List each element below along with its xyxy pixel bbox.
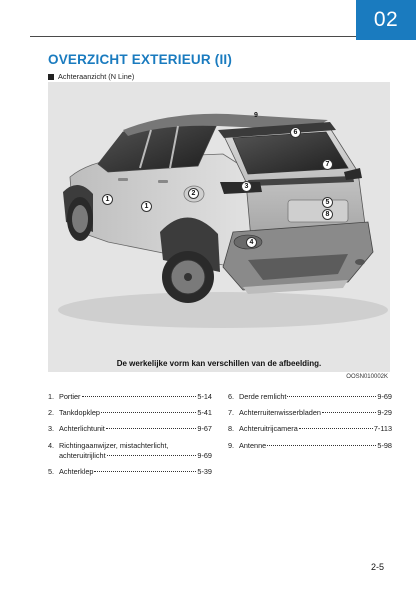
list-item bbox=[228, 424, 392, 434]
dot-leader bbox=[106, 428, 197, 429]
parts-list-right bbox=[228, 392, 392, 457]
item-number: 7. bbox=[228, 408, 235, 418]
item-label: Richtingaanwijzer, mistachterlicht, bbox=[59, 440, 169, 450]
figure-caption: De werkelijke vorm kan verschillen van de afbeelding. bbox=[116, 359, 322, 368]
item-page: 5-39 bbox=[197, 466, 212, 476]
header-rule bbox=[30, 36, 356, 37]
item-page: 9-69 bbox=[377, 392, 392, 401]
item-label-continued: achteruitrijlicht bbox=[59, 450, 106, 460]
callout-1-door-front: 1 bbox=[102, 194, 113, 205]
dot-leader bbox=[94, 471, 196, 472]
callout-9-antenna: 9 bbox=[254, 112, 258, 119]
dot-leader bbox=[101, 412, 196, 413]
item-label: Portier bbox=[59, 392, 81, 401]
list-item bbox=[48, 424, 212, 434]
list-item bbox=[48, 441, 212, 461]
item-label: Achterklep bbox=[59, 466, 94, 476]
page-number: 2-5 bbox=[371, 562, 385, 572]
figure-code: OOSN010002K bbox=[346, 374, 388, 380]
callout-4-rear-lamp: 4 bbox=[246, 237, 257, 248]
dot-leader bbox=[322, 412, 376, 413]
item-page: 5-41 bbox=[197, 408, 212, 418]
item-number: 6. bbox=[228, 392, 235, 401]
item-number: 2. bbox=[48, 408, 55, 418]
section-title: OVERZICHT EXTERIEUR (II) bbox=[48, 52, 233, 67]
list-item bbox=[48, 467, 212, 477]
list-item bbox=[48, 408, 212, 418]
item-page: 7-113 bbox=[373, 424, 392, 434]
parts-list-left bbox=[48, 392, 212, 483]
callout-5-tailgate: 5 bbox=[322, 197, 333, 208]
callout-8-camera: 8 bbox=[322, 209, 333, 220]
item-label: Achterruitenwisserbladen bbox=[239, 408, 321, 418]
item-page: 5-98 bbox=[377, 440, 392, 450]
item-number: 1. bbox=[48, 392, 55, 401]
dot-leader bbox=[299, 428, 373, 429]
item-page: 9-67 bbox=[197, 424, 212, 434]
list-item bbox=[228, 441, 392, 451]
item-number: 9. bbox=[228, 440, 235, 450]
item-label: Achteruitrijcamera bbox=[239, 424, 298, 434]
car-rear-view-figure bbox=[48, 82, 390, 382]
callout-6-brake-light: 6 bbox=[290, 127, 301, 138]
callout-3-tail-light: 3 bbox=[241, 181, 252, 192]
chapter-tab: 02 bbox=[356, 0, 416, 40]
item-page: 5-14 bbox=[197, 392, 212, 401]
item-number: 4. bbox=[48, 440, 55, 450]
callout-1-door-rear: 1 bbox=[141, 201, 152, 212]
figure-subheading bbox=[48, 72, 134, 81]
item-number: 5. bbox=[48, 466, 55, 476]
callout-7-wiper: 7 bbox=[322, 159, 333, 170]
dot-leader bbox=[287, 396, 376, 397]
figure-subheading-text: Achteraanzicht (N Line) bbox=[58, 72, 135, 81]
car-illustration bbox=[48, 82, 390, 372]
item-label: Achterlichtunit bbox=[59, 424, 105, 434]
dot-leader bbox=[107, 455, 197, 456]
item-number: 8. bbox=[228, 424, 235, 434]
item-label: Tankdopklep bbox=[59, 408, 100, 418]
list-item bbox=[228, 392, 392, 402]
item-number: 3. bbox=[48, 424, 55, 434]
item-label: Derde remlicht bbox=[239, 392, 287, 401]
dot-leader bbox=[82, 396, 197, 397]
list-item bbox=[228, 408, 392, 418]
item-page: 9-29 bbox=[377, 408, 392, 418]
dot-leader bbox=[267, 445, 376, 446]
item-label: Antenne bbox=[239, 440, 267, 450]
square-bullet-icon bbox=[48, 74, 54, 80]
item-page: 9-69 bbox=[197, 450, 212, 460]
list-item bbox=[48, 392, 212, 402]
callout-2-fuel-door: 2 bbox=[188, 188, 199, 199]
